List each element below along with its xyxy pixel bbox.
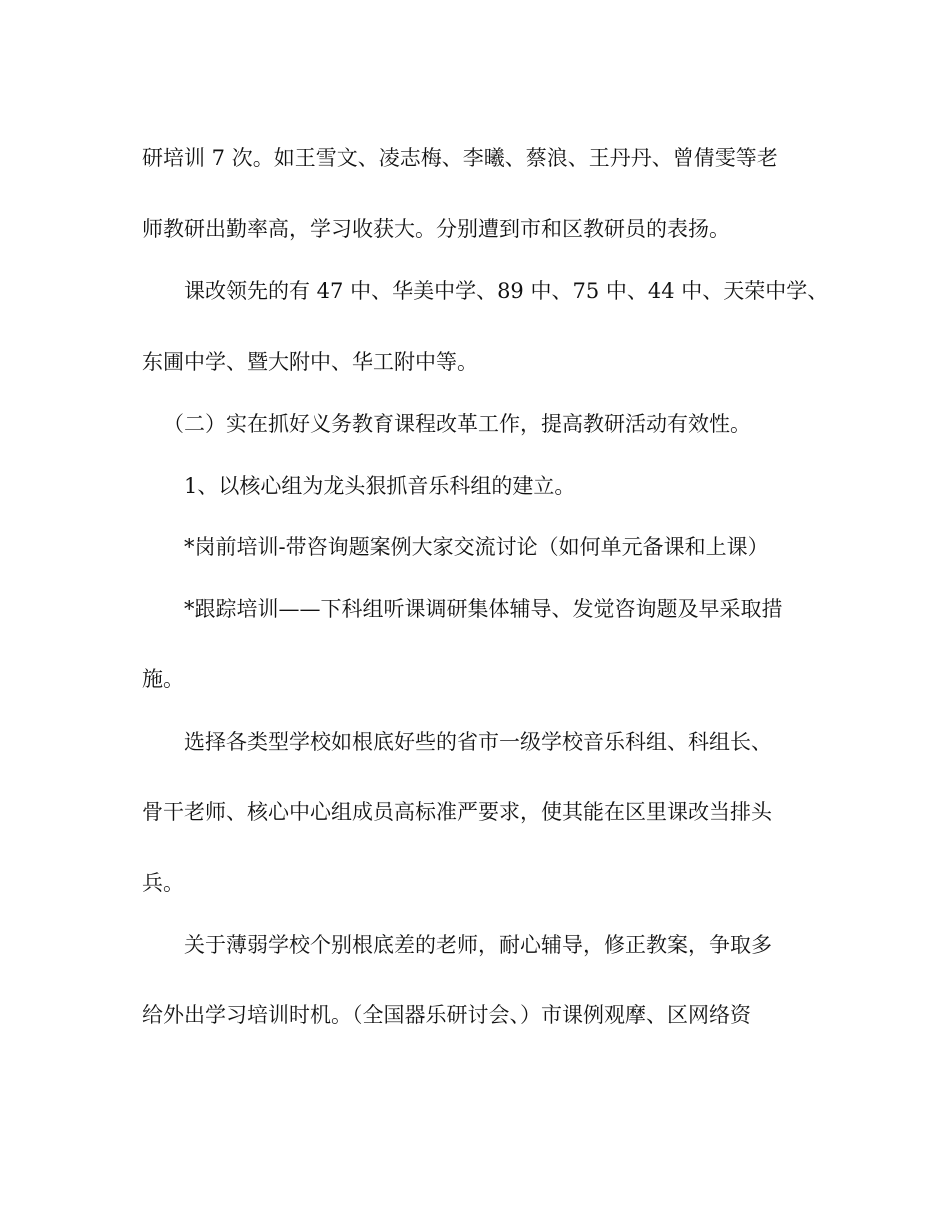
text-line-3: 课改领先的有 47 中、华美中学、89 中、75 中、44 中、天荣中学、 [184,279,829,303]
text-line-13: 关于薄弱学校个别根底差的老师，耐心辅导，修正教案，争取多 [184,933,772,957]
numbered-item-1: 1、以核心组为龙头狠抓音乐科组的建立。 [184,474,576,498]
section-heading: （二）实在抓好义务教育课程改革工作，提高教研活动有效性。 [163,412,751,436]
text-line-4: 东圃中学、暨大附中、华工附中等。 [142,350,478,374]
text-line-9: 施。 [142,667,184,691]
bullet-item-2: *跟踪培训——下科组听课调研集体辅导、发觉咨询题及早采取措 [184,597,783,621]
text-line-11: 骨干老师、核心中心组成员高标准严要求，使其能在区里课改当排头 [142,800,772,824]
bullet-item-1: *岗前培训-带咨询题案例大家交流讨论（如何单元备课和上课） [184,535,769,559]
text-line-1: 研培训 7 次。如王雪文、凌志梅、李曦、蔡浪、王丹丹、曾倩雯等老 [142,146,778,170]
text-line-12: 兵。 [142,871,184,895]
text-line-14: 给外出学习培训时机。（全国器乐研讨会、）市课例观摩、区网络资 [142,1003,751,1027]
text-line-2: 师教研出勤率高，学习收获大。分别遭到市和区教研员的表扬。 [142,217,730,241]
text-line-10: 选择各类型学校如根底好些的省市一级学校音乐科组、科组长、 [184,730,772,754]
